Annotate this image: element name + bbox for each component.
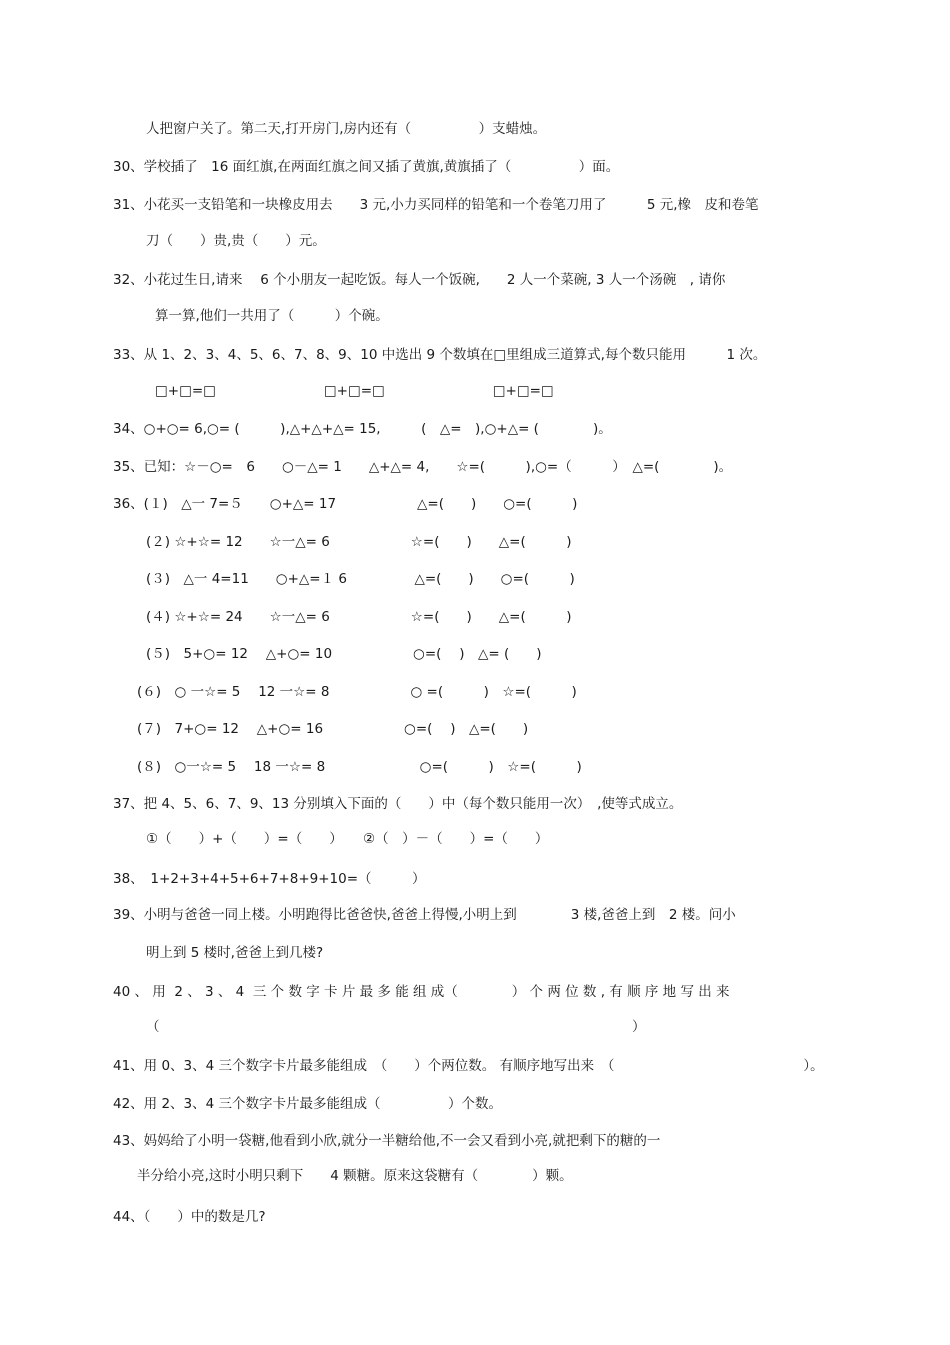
question-30: 30、学校插了 16 面红旗,在两面红旗之间又插了黄旗,黄旗插了（ ）面。 <box>113 159 620 175</box>
question-36-part-1: 36、(１) △一 7=５ ○+△= 17 △=( ) ○=( ) <box>113 496 578 512</box>
question-41: 41、用 0、3、4 三个数字卡片最多能组成 （ ）个两位数。 有顺序地写出来 （ ）。 <box>113 1058 824 1074</box>
question-40: 40 、 用 2 、 3 、 4 三 个 数 字 卡 片 最 多 能 组 成（ ） 个 两 位 数 , 有 顺 序 地 写 出 来 <box>113 984 730 1000</box>
question-35: 35、已知：☆－○= 6 ○－△= 1 △+△= 4, ☆=( ),○=（ ） △=( )。 <box>113 459 733 475</box>
question-39-continued: 明上到 5 楼时,爸爸上到几楼? <box>146 945 324 961</box>
question-44: 44、（ ）中的数是几? <box>113 1209 266 1225</box>
question-36-part-6: (６) ○ 一☆= 5 12 一☆= 8 ○ =( ) ☆=( ) <box>137 684 577 700</box>
question-36-part-8: (８) ○一☆= 5 18 一☆= 8 ○=( ) ☆=( ) <box>137 759 582 775</box>
question-33-formulas: □+□=□ □+□=□ □+□=□ <box>155 383 554 399</box>
question-29-continued: 人把窗户关了。第二天,打开房门,房内还有（ ）支蜡烛。 <box>146 121 547 137</box>
question-32-continued: 算一算,他们一共用了（ ）个碗。 <box>155 308 389 324</box>
question-36-part-7: (７) 7+○= 12 △+○= 16 ○=( ) △=( ) <box>137 721 529 737</box>
question-31: 31、小花买一支铅笔和一块橡皮用去 3 元,小力买同样的铅笔和一个卷笔刀用了 5 元,橡 皮和卷笔 <box>113 197 759 213</box>
question-38: 38、 1+2+3+4+5+6+7+8+9+10=（ ） <box>113 871 426 887</box>
question-43-continued: 半分给小亮,这时小明只剩下 4 颗糖。原来这袋糖有（ ）颗。 <box>137 1168 573 1184</box>
question-33: 33、从 1、2、3、4、5、6、7、8、9、10 中选出 9 个数填在□里组成三道算式,每个数只能用 1 次。 <box>113 347 767 363</box>
question-37: 37、把 4、5、6、7、9、13 分别填入下面的（ ）中（每个数只能用一次） ,使等式成立。 <box>113 796 683 812</box>
question-42: 42、用 2、3、4 三个数字卡片最多能组成（ ）个数。 <box>113 1096 503 1112</box>
question-39: 39、小明与爸爸一同上楼。小明跑得比爸爸快,爸爸上得慢,小明上到 3 楼,爸爸上到 2 楼。问小 <box>113 907 736 923</box>
question-31-continued: 刀（ ）贵,贵（ ）元。 <box>146 233 326 249</box>
question-36-part-2: (２) ☆+☆= 12 ☆一△= 6 ☆=( ) △=( ) <box>146 534 572 550</box>
question-32: 32、小花过生日,请来 6 个小朋友一起吃饭。每人一个饭碗, 2 人一个菜碗, 3 人一个汤碗 , 请你 <box>113 272 726 288</box>
question-37-formulas: ①（ ）+（ ）=（ ） ②（ ）－（ ）=（ ） <box>146 831 549 847</box>
question-36-part-5: (５) 5+○= 12 △+○= 10 ○=( ) △= ( ) <box>146 646 542 662</box>
question-36-part-3: (３) △一 4=11 ○+△=１ 6 △=( ) ○=( ) <box>146 571 575 587</box>
question-40-answer-blank: （ ） <box>146 1019 646 1035</box>
question-36-part-4: (４) ☆+☆= 24 ☆一△= 6 ☆=( ) △=( ) <box>146 609 572 625</box>
question-34: 34、○+○= 6,○= ( ),△+△+△= 15, ( △= ),○+△= ( )。 <box>113 421 612 437</box>
question-43: 43、妈妈给了小明一袋糖,他看到小欣,就分一半糖给他,不一会又看到小亮,就把剩下的糖的一 <box>113 1133 661 1149</box>
